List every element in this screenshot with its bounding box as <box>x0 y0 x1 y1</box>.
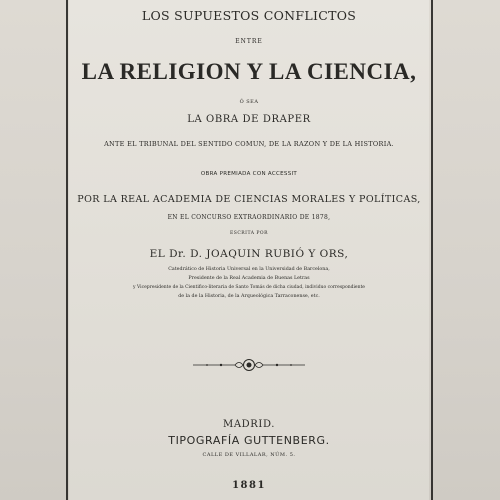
cover-edge-right <box>431 0 433 500</box>
subtitle: LA OBRA DE DRAPER <box>187 114 311 125</box>
credential-line-3: y Vicepresidente de la Cientifico-literaria de Santo Tomás de dicha ciudad, individuo correspondiente <box>133 285 365 290</box>
credential-line-4: de la de la Historia, de la Arqueológica Tarraconense, etc. <box>178 294 320 299</box>
main-title: LA RELIGION Y LA CIENCIA, <box>81 59 417 84</box>
credential-line-1: Catedrático de Historia Universal en la Universidad de Barcelona, <box>168 267 330 272</box>
address-text: CALLE DE VILLALAR, NÚM. 5. <box>202 452 296 458</box>
heading-top: LOS SUPUESTOS CONFLICTOS <box>141 8 357 23</box>
ornament-divider <box>191 357 307 373</box>
credential-line-2: Presidente de la Real Academia de Buenas Letras <box>188 276 310 281</box>
printer-text: TIPOGRAFÍA GUTTENBERG. <box>168 434 330 447</box>
entre-text: ENTRE <box>235 38 263 45</box>
title-page <box>69 0 429 500</box>
escrita-por-text: ESCRITA POR <box>229 231 269 236</box>
academy-text: POR LA REAL ACADEMIA DE CIENCIAS MORALES Y POLÍTICAS, <box>77 194 421 205</box>
award-text: OBRA PREMIADA CON ACCESSIT <box>200 171 298 177</box>
cover-edge-left <box>66 0 68 500</box>
publication-year: 1881 <box>232 480 266 491</box>
author-name: EL Dr. D. JOAQUIN RUBIÓ Y ORS, <box>149 248 349 260</box>
contest-text: EN EL CONCURSO EXTRAORDINARIO DE 1878, <box>167 214 331 221</box>
subtitle-2: ANTE EL TRIBUNAL DEL SENTIDO COMUN, DE LA RAZON Y DE LA HISTORIA. <box>104 140 394 148</box>
o-sea-text: Ó SEA <box>239 99 259 105</box>
city-text: MADRID. <box>223 419 275 430</box>
